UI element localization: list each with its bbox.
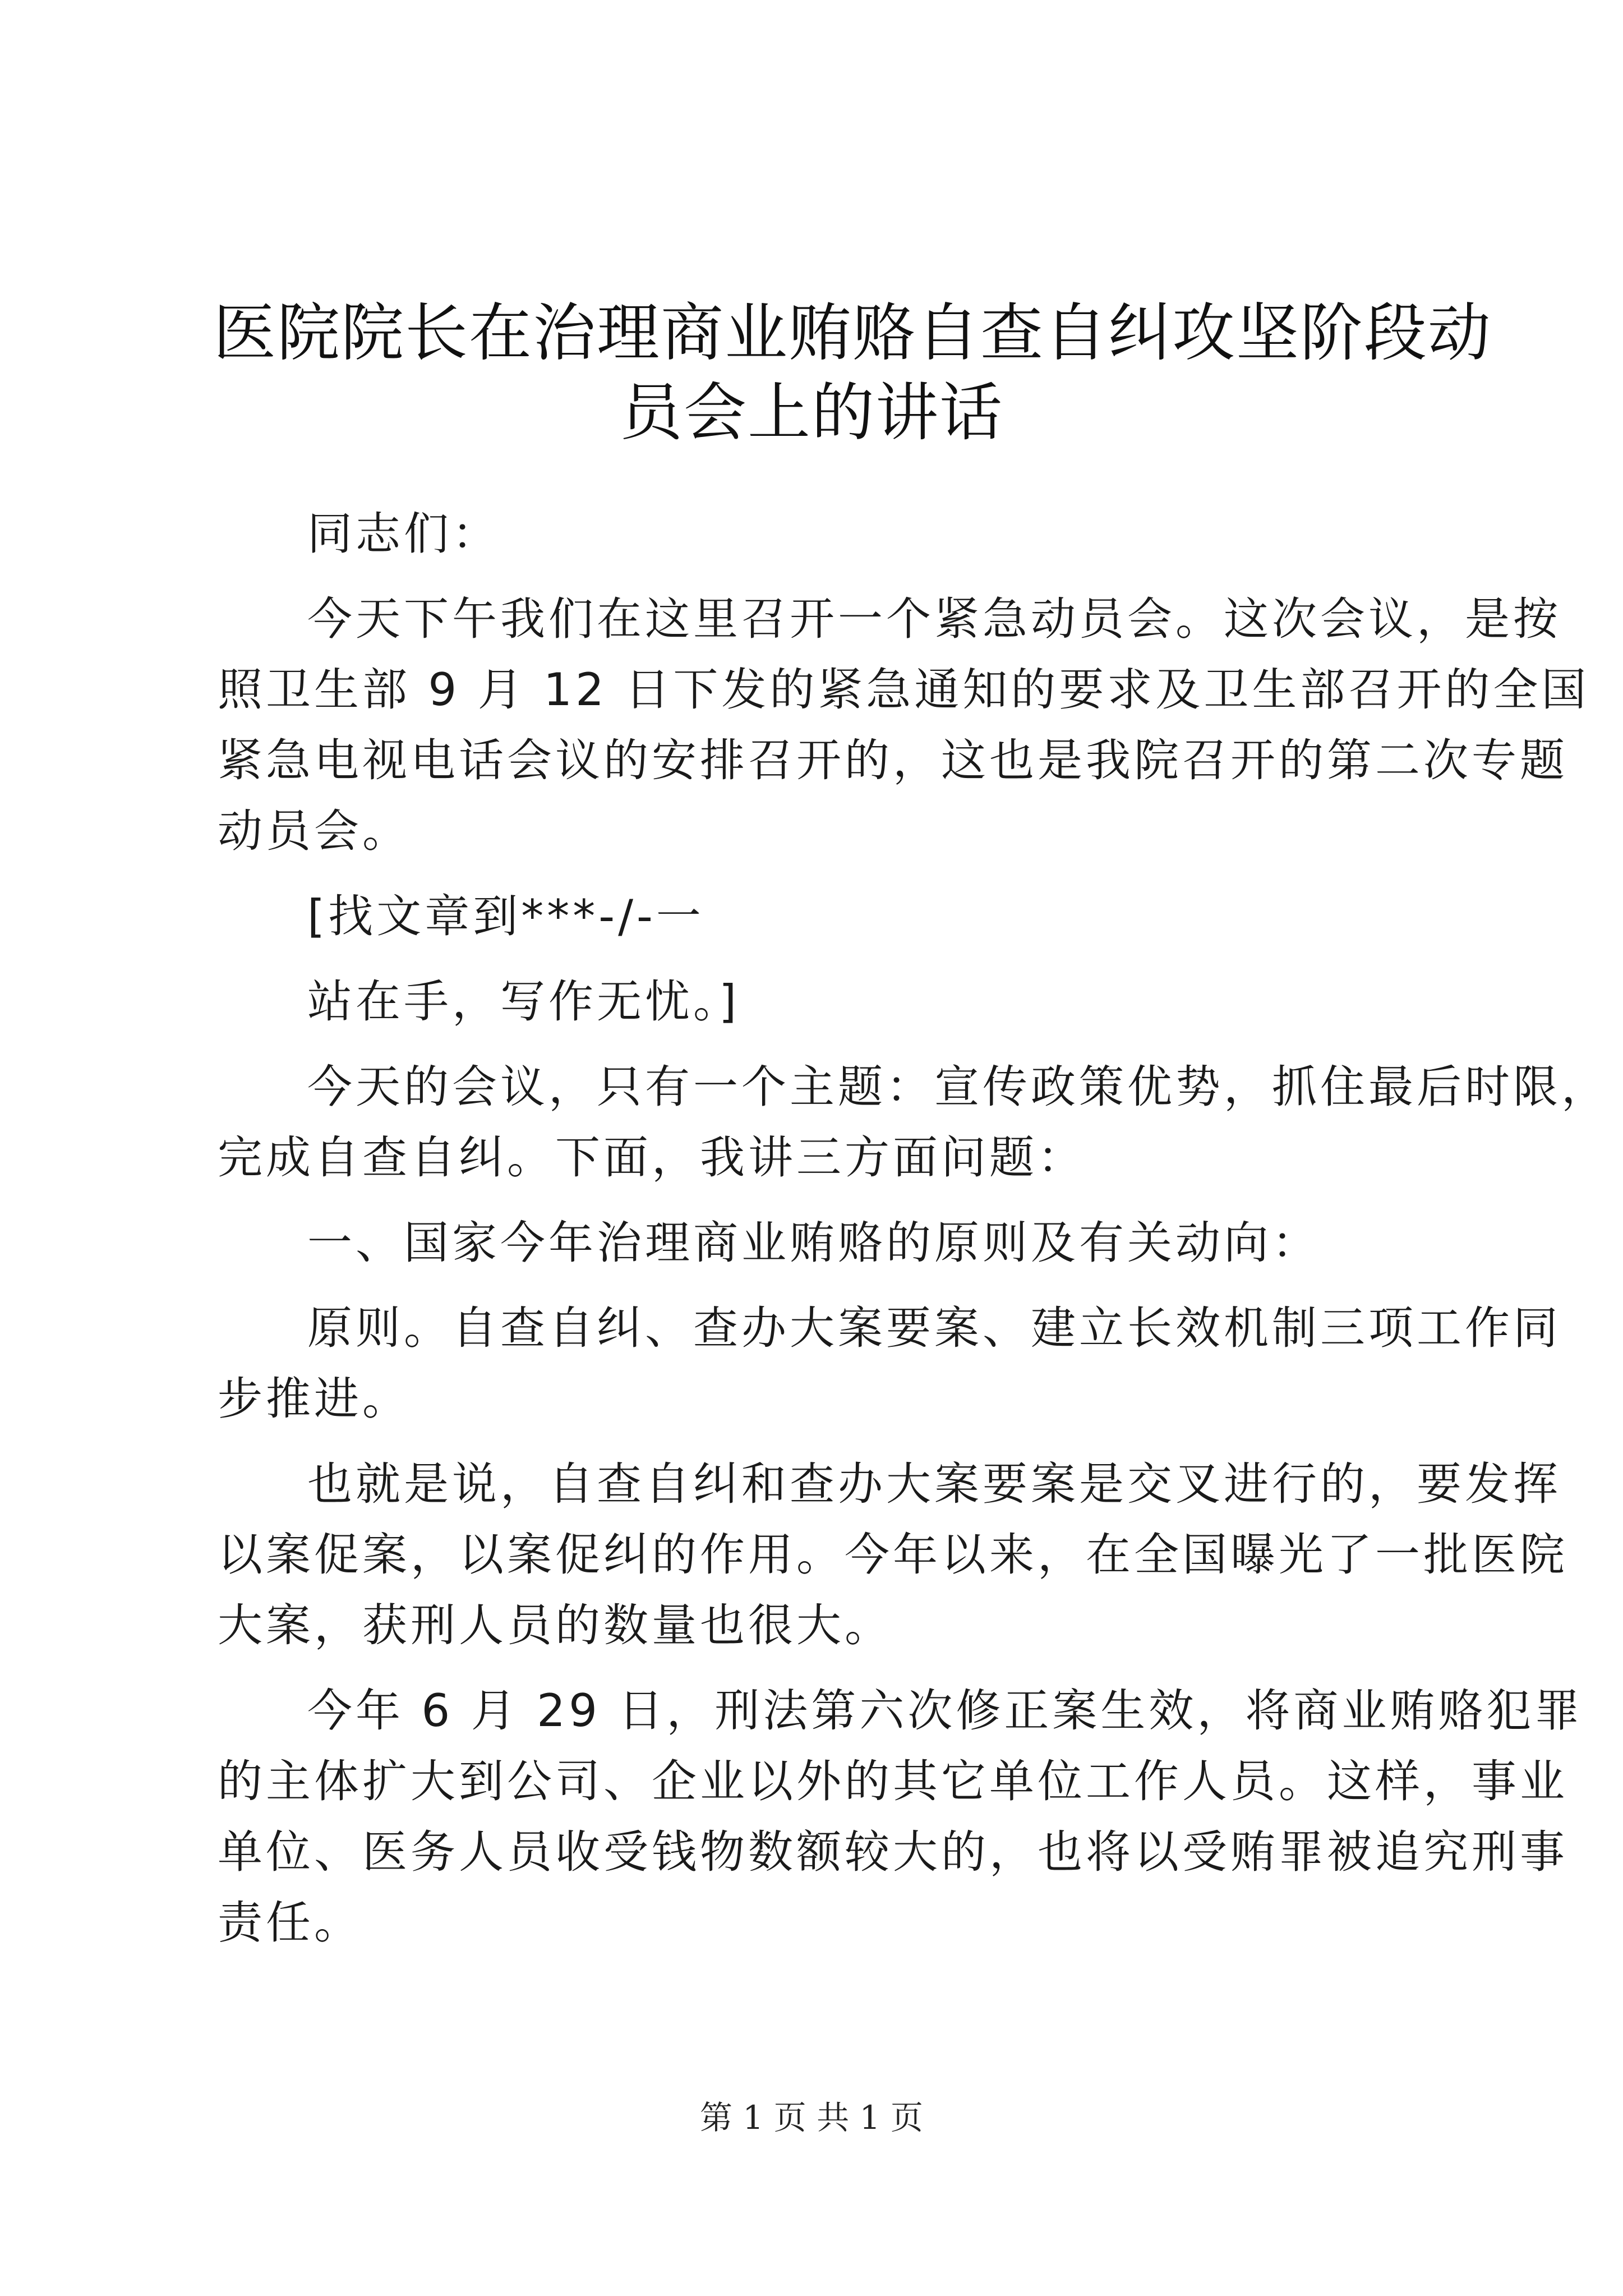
paragraph-1-line-4: 动员会。 <box>218 805 411 857</box>
paragraph-5-line-1: 今年 6 月 29 日，刑法第六次修正案生效，将商业贿赂犯罪 <box>307 1685 1583 1737</box>
document-title-line-2: 员会上的讲话 <box>620 376 1003 449</box>
paragraph-3-line-2: 步推进。 <box>218 1373 411 1425</box>
paragraph-4-line-2: 以案促案，以案促纠的作用。今年以来，在全国曝光了一批医院 <box>218 1529 1568 1581</box>
paragraph-1-line-2: 照卫生部 9 月 12 日下发的紧急通知的要求及卫生部召开的全国 <box>218 664 1590 716</box>
section-heading-1: 一、国家今年治理商业贿赂的原则及有关动向： <box>307 1217 1320 1269</box>
salutation: 同志们： <box>307 508 500 560</box>
paragraph-2-line-2: 完成自查自纠。下面，我讲三方面问题： <box>218 1131 1086 1184</box>
paragraph-5-line-2: 的主体扩大到公司、企业以外的其它单位工作人员。这样，事业 <box>218 1755 1568 1807</box>
note-line-1: [找文章到***-/-一 <box>307 890 704 942</box>
paragraph-3-line-1: 原则。自查自纠、查办大案要案、建立长效机制三项工作同 <box>307 1302 1561 1354</box>
note-line-2: 站在手，写作无忧。] <box>307 976 740 1028</box>
paragraph-5-line-3: 单位、医务人员收受钱物数额较大的，也将以受贿罪被追究刑事 <box>218 1826 1568 1878</box>
page-footer: 第 1 页 共 1 页 <box>700 2099 923 2137</box>
paragraph-4-line-3: 大案，获刑人员的数量也很大。 <box>218 1599 893 1651</box>
document-title-line-1: 医院院长在治理商业贿赂自查自纠攻坚阶段动 <box>213 297 1492 370</box>
paragraph-5-line-4: 责任。 <box>218 1897 362 1949</box>
paragraph-1-line-1: 今天下午我们在这里召开一个紧急动员会。这次会议，是按 <box>307 593 1561 645</box>
paragraph-2-line-1: 今天的会议，只有一个主题：宣传政策优势，抓住最后时限， <box>307 1061 1610 1113</box>
paragraph-1-line-3: 紧急电视电话会议的安排召开的，这也是我院召开的第二次专题 <box>218 734 1568 786</box>
paragraph-4-line-1: 也就是说，自查自纠和查办大案要案是交叉进行的，要发挥 <box>307 1458 1561 1510</box>
